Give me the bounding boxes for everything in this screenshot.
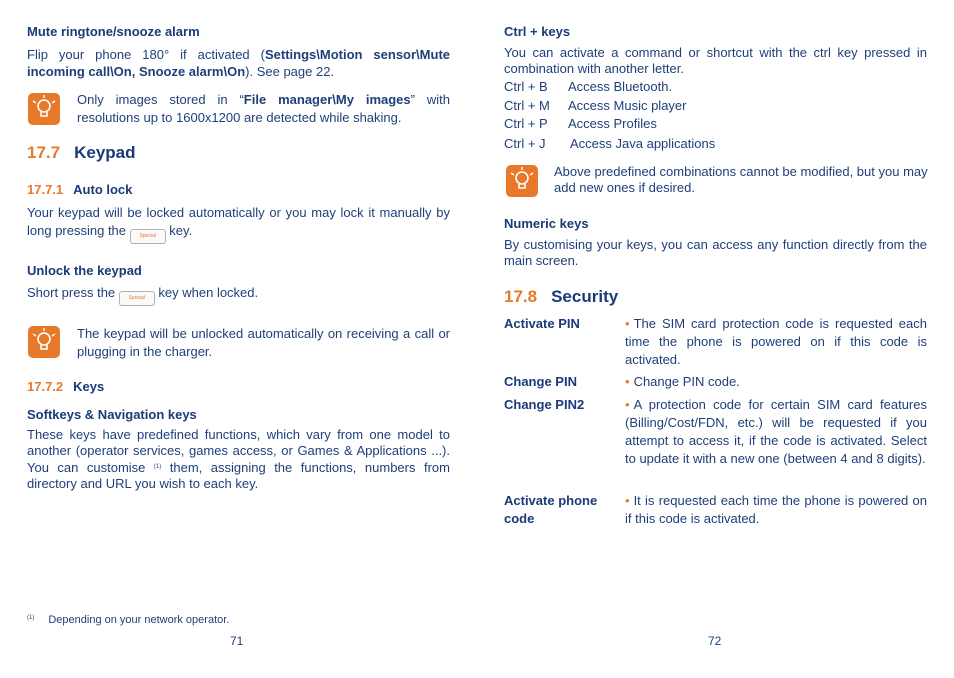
ctrl-key: Ctrl + P [504,116,548,131]
ctrl-action: Access Bluetooth. [568,79,673,94]
ctrl-action: Access Profiles [568,116,657,131]
mute-heading: Mute ringtone/snooze alarm [27,24,200,39]
tip1-text [77,91,450,127]
ctrl-row [504,116,657,132]
bullet: • [625,374,630,389]
subsection-title: Auto lock [73,182,133,197]
ctrl-action: Access Java applications [570,136,716,151]
tip3-text: Above predefined combinations cannot be modified, but you may add new ones if desired. [554,164,928,195]
lightbulb-tip-icon [506,165,538,197]
autolock-pre: Your keypad will be locked automatically or you may lock it manually by long pressing the [27,205,450,238]
section-heading-keypad [27,143,136,163]
ctrl-row [504,136,715,152]
numeric-heading: Numeric keys [504,216,589,231]
page-number-left: 71 [230,634,244,648]
ctrl-key: Ctrl + M [504,98,550,113]
ctrl-row [504,98,686,114]
unlock-text [27,285,450,306]
security-desc [625,373,927,391]
softkeys-heading: Softkeys & Navigation keys [27,407,197,422]
special-key-icon: Special [130,229,166,244]
ctrl-heading: Ctrl + keys [504,24,571,39]
bullet: • [625,316,630,331]
unlock-post: key when locked. [158,285,259,300]
softkeys-text [27,427,450,492]
ctrl-row [504,79,672,95]
special-key-icon: Special [119,291,155,306]
subsection-number: 17.7.1 [27,182,64,197]
footnote [27,614,229,626]
section-title: Security [551,287,619,306]
unlock-heading: Unlock the keypad [27,263,142,278]
bullet: • [625,493,630,508]
autolock-text [27,204,450,244]
ctrl-action: Access Music player [568,98,687,113]
subsection-keys [27,379,104,394]
security-desc-text: The SIM card protection code is requested each time the phone is powered on if this code is activated. [625,316,927,367]
section-number: 17.8 [504,287,538,306]
tip2-text: The keypad will be unlocked automatically on receiving a call or plugging in the charger. [77,326,450,359]
security-label: Activate phone code [504,493,598,526]
security-desc-text: A protection code for certain SIM card features (Billing/Cost/FDN, etc.) will be requested if you attempt to access it, if the code is activated. Select to update it with a new one (between 4 and 8 digits). [625,397,927,466]
subsection-number: 17.7.2 [27,379,64,394]
lightbulb-tip-icon [28,93,60,125]
security-desc [625,396,927,468]
mute-text-bold: Settings\Motion sensor\Mute incoming call\On, Snooze alarm\On [27,47,450,79]
tip1-pre: Only images stored in “ [77,92,244,107]
page-number-right: 72 [708,634,722,648]
security-label: Change PIN2 [504,397,585,412]
security-desc [625,492,927,528]
security-desc-text: Change PIN code. [633,374,740,389]
footnote-text: Depending on your network operator. [48,614,230,626]
mute-text-pre: Flip your phone 180° if activated ( [27,47,265,62]
section-heading-security [504,287,618,307]
security-desc [625,315,927,369]
security-desc-text: It is requested each time the phone is powered on if this code is activated. [625,493,927,526]
footnote-mark: (1) [27,615,35,621]
subsection-title: Keys [73,379,105,394]
tip1-bold: File manager\My images [243,92,411,107]
mute-text [27,46,450,80]
lightbulb-tip-icon [28,326,60,358]
unlock-pre: Short press the [27,285,116,300]
softkeys-pre: These keys have predefined functions, which vary from one model to another (operator services, games access, or Games & Applications ...). You can customise [27,427,450,475]
softkeys-post: them, assigning the functions, numbers from directory and URL you wish to each key. [27,460,450,491]
section-title: Keypad [74,143,136,162]
numeric-text: By customising your keys, you can access any function directly from the main screen. [504,237,927,268]
subsection-auto-lock [27,182,132,197]
ctrl-text: You can activate a command or shortcut with the ctrl key pressed in combination with another letter. [504,45,927,76]
autolock-post: key. [169,223,193,238]
mute-text-post: ). See page 22. [245,64,335,79]
ctrl-key: Ctrl + B [504,79,548,94]
security-label: Change PIN [504,374,577,389]
tip1-post: ” with resolutions up to 1600x1200 are detected while shaking. [77,92,450,125]
section-number: 17.7 [27,143,61,162]
footnote-reference: (1) [153,464,162,470]
ctrl-key: Ctrl + J [504,136,546,151]
security-label: Activate PIN [504,316,580,331]
bullet: • [625,397,630,412]
